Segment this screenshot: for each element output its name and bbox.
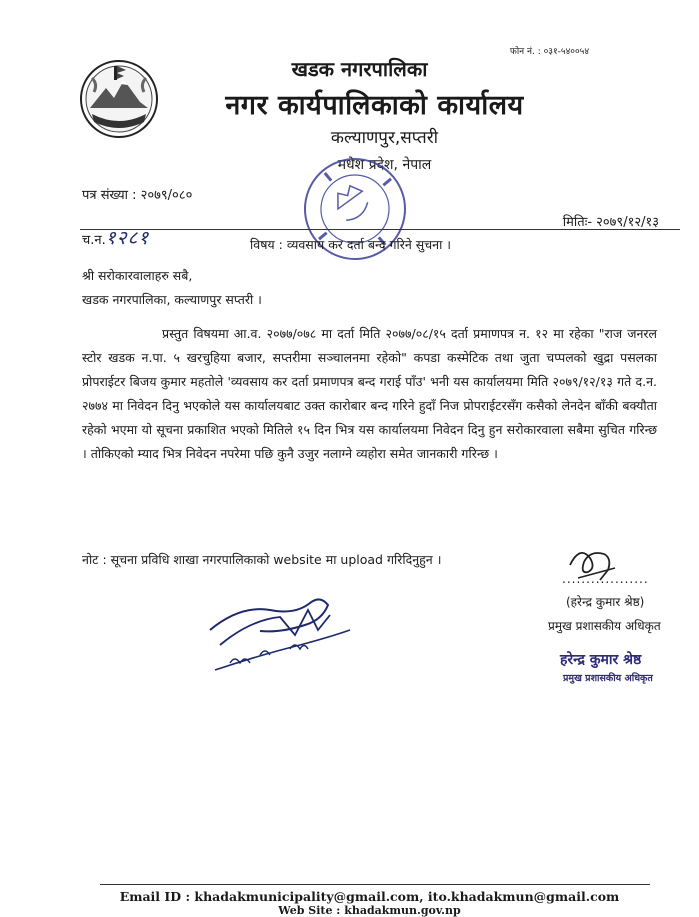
footer-website: Web Site : khadakmun.gov.np xyxy=(278,904,461,917)
addressee-line-1: श्री सरोकारवालाहरु सबै, xyxy=(82,268,193,283)
dispatch-value: १२८१ xyxy=(105,227,150,249)
addressee-line-2: खडक नगरपालिका, कल्याणपुर सप्तरी । xyxy=(82,292,262,307)
upload-note: नोट : सूचना प्रविधि शाखा नगरपालिकाको website मा upload गरिदिनुहुन । xyxy=(82,552,442,567)
subject-line: विषय : व्यवसाय कर दर्ता बन्द गरिने सुचना । xyxy=(250,237,452,252)
handwritten-signature xyxy=(200,575,360,685)
dispatch-number xyxy=(82,224,149,250)
signatory-title: प्रमुख प्रशासकीय अधिकृत xyxy=(548,619,661,633)
phone-number: फोन नं. : ०३१-५४००५४ xyxy=(509,47,589,57)
notice-body xyxy=(82,322,657,466)
office-location: कल्याणपुर,सप्तरी xyxy=(330,128,439,148)
office-name: नगर कार्यपालिकाको कार्यालय xyxy=(225,90,524,121)
footer-email: Email ID : khadakmunicipality@gmail.com, ito.khadakmun@gmail.com xyxy=(119,889,620,904)
notice-paragraph: प्रस्तुत विषयमा आ.व. २०७७/०७८ मा दर्ता मिति २०७७/०८/१५ दर्ता प्रमाणपत्र न. १२ मा रहेका "राज जनरल स्टोर खडक न.पा. ५ खरचुहिया बजार, सप्तरीमा सञ्चालनमा रहेको" कपडा कस्मेटिक तथा जुता चप्पलको खुद्रा पसलका प्रोपराईटर बिजय कुमार महतोले 'व्यवसाय कर दर्ता प्रमाणपत्र बन्द गराई पाँउ' भनी यस कार्यालयमा मिति २०७९/१२/१३ गते द.न. २७७४ मा निवेदन दिनु भएकोले यस कार्यालयबाट उक्त कारोबार बन्द गरिने हुदाँ निज प्रोपराईटरसँग कसैको लेनदेन बाँकी बक्यौता रहेको भएमा यो सूचना प्रकाशित भएको मितिले १५ दिन भित्र यस कार्यालयमा निवेदन दिनु हुन सरोकारवाला सबैमा सुचित गरिन्छ । तोकिएको म्याद भित्र निवेदन नपरेमा पछि कुनै उजुर नलाग्ने व्यहोरा समेत जानकारी गरिन्छ । xyxy=(82,326,657,461)
municipality-name: खडक नगरपालिका xyxy=(291,57,428,81)
dispatch-label: च.न. xyxy=(82,233,106,248)
letter-date: मितिः- २०७९/१२/१३ xyxy=(562,215,659,230)
footer-divider xyxy=(100,884,650,885)
name-stamp: हरेन्द्र कुमार श्रेष्ठ xyxy=(560,652,642,668)
signatory-name: (हरेन्द्र कुमार श्रेष्ठ) xyxy=(566,595,645,609)
signature-line: .................. xyxy=(562,572,649,586)
letter-number: पत्र संख्या : २०७९/०८० xyxy=(82,188,193,203)
office-province: मधेश प्रदेश, नेपाल xyxy=(337,157,432,173)
title-stamp: प्रमुख प्रशासकीय अधिकृत xyxy=(563,673,653,684)
header-divider xyxy=(80,229,680,230)
